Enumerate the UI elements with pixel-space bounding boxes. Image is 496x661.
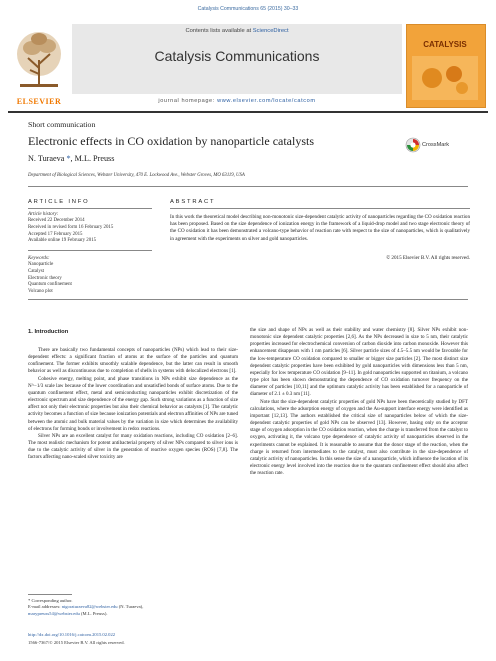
keywords-label: Keywords:	[28, 256, 50, 261]
corresponding-author-note: * Corresponding author.	[28, 598, 73, 603]
body-column-right	[250, 327, 468, 477]
article-type: Short communication	[28, 120, 96, 129]
sciencedirect-link[interactable]: ScienceDirect	[252, 28, 289, 34]
issn-line: 1566-7367/© 2015 Elsevier B.V. All rights reserved.	[28, 640, 125, 645]
body-paragraph: There are basically two fundamental concepts of nanoparticles (NPs) which lead to their size-dependent effects: a significant fraction of atoms at the surface of the particles and quantum confinement. The former exhibits smoothly scalable dependence, but the latter can result in smooth behavior as well as discontinuous due to completion of shells in systems with delocalized electrons [1].	[28, 347, 238, 375]
crossmark-label[interactable]: CrossMark	[422, 142, 450, 148]
email-link-1[interactable]: nigoraturaeva82@webster.edu	[61, 604, 118, 610]
history-item: Received in revised form 16 February 2015	[28, 224, 114, 230]
author-2[interactable]: , M.L. Preuss	[70, 154, 115, 163]
section-heading-introduction: 1. Introduction	[28, 329, 69, 335]
body-paragraph: Silver NPs are an excellent catalyst for many oxidation reactions, including CO oxidation [2–6]. The most realistic mechanism for potent antibacterial property of silver NPs compared to silver ions is due to the catalytic activity of silver in the generation of reactive oxygen species (ROS) [7,8]. The factors affecting nano-scaled silver toxicity are	[28, 432, 238, 461]
author-1[interactable]: N. Turaeva	[28, 154, 65, 163]
header-divider	[8, 111, 488, 113]
publisher-name: ELSEVIER	[16, 97, 62, 106]
abstract-copyright: © 2015 Elsevier B.V. All rights reserved.	[386, 255, 470, 261]
article-info-heading: ARTICLE INFO	[28, 199, 90, 205]
history-item: Received 22 December 2014	[28, 218, 85, 223]
keywords-divider	[28, 250, 152, 251]
history-item: Accepted 17 February 2015	[28, 231, 83, 237]
body-paragraph: Note that the size-dependent catalytic properties of gold NPs have been theoretically studied by DFT calculations, where the adsorption energy of oxygen and the Au-support interface energy were identified as important [12,13]. The authors established the critical size of nanoparticles below of which the size-dependent catalytic properties of gold NPs can be observed [13]. However, basing only on the acceptor stage of oxygen adsorption in the CO oxidation reaction, when the charge is transferred from the catalyst to oxygen, activating it, the volcano type dependence of catalytic activity of nanoparticles observed in the experiments cannot be explained. It is reasonable to assume that the donor stage of the reaction, when the charge is returned from intermediates to the catalyst, must also contribute in the size-dependence of catalytic activity of nanoparticles. In this sense the size of a nanoparticle, which influence the location of its electronic energy level involved into the reaction due to the quantum confinement effect should also affect the reaction rate.	[250, 398, 468, 477]
footnote-divider	[28, 594, 72, 595]
author-list	[28, 154, 114, 163]
footnote	[28, 598, 248, 617]
article-info-divider	[28, 208, 152, 209]
contents-prefix: Contents lists available at	[185, 28, 252, 34]
homepage-prefix: journal homepage:	[158, 98, 215, 104]
body-column-left	[28, 347, 238, 462]
email-prefix: E-mail addresses:	[28, 604, 61, 610]
keyword-item: Catalyst	[28, 268, 45, 274]
abstract-heading: ABSTRACT	[170, 199, 216, 205]
body-paragraph: Cohesive energy, melting point, and phase transitions in NPs exhibit size dependence as the N^−1/3 scale law because of the lower coordination and unsatisfied bonds of surface atoms. Due to the quantum confinement effect, metal and semiconducting nanoparticles exhibit discretization of the electronic spectrum and size dependence of the energy gap. Such strong variations as a function of size affect not only their electronic properties but also their chemical behavior as catalysts [1]. The catalytic activity becomes a function of size because ionization potentials and electron affinities of NPs are tuned between the atomic and bulk material values by the variation in size which determines the availability of electrons for forming bonds or involvement in redox reactions.	[28, 375, 238, 432]
abstract-divider	[170, 208, 470, 209]
cover-title: CATALYSIS	[423, 40, 467, 49]
cover-art-icon	[412, 56, 478, 100]
elsevier-tree-logo-icon	[10, 24, 68, 104]
abstract-bottom-divider	[28, 299, 468, 300]
keyword-item: Nanoparticle	[28, 262, 54, 267]
journal-title: Catalysis Communications	[154, 48, 320, 64]
meta-divider	[28, 186, 468, 187]
keyword-item: Quantum confinement	[28, 282, 72, 288]
keyword-item: Electronic theory	[28, 275, 62, 281]
paper-title: Electronic effects in CO oxidation by nanoparticle catalysts	[28, 134, 315, 148]
history-list	[28, 218, 158, 245]
email-name-1: (N. Turaeva),	[118, 604, 144, 610]
email-line-2	[28, 611, 248, 617]
keyword-item: Volcano plot	[28, 289, 53, 295]
doi-link[interactable]: http://dx.doi.org/10.1016/j.catcom.2015.02.022	[28, 632, 116, 637]
corresponding-star[interactable]: *	[66, 154, 71, 163]
keywords-list	[28, 262, 158, 296]
journal-reference[interactable]: Catalysis Communications 65 (2015) 30–33	[197, 6, 299, 12]
body-paragraph: the size and shape of NPs as well as their stability and water chemistry [8]. Silver NPs exhibit non-monotonic size dependent catalytic properties [2,6]. As the NPs decreased in size to 5 nm, their catalytic properties increased for electrochemical conversion of carbon dioxide into carbon monoxide. However this enhancement disappears with 1 nm particles [6]. Silver particle sizes of 4.5–5.5 nm would be favorable for the low-temperature CO oxidation compared to smaller or bigger size particles [2]. The most distinct size dependent catalytic properties have been exhibited by gold nanoparticles with dimensions less than 5 nm, especially for low temperature CO oxidation [9–11]. In gold nanoparticles supported on titanium, a volcano type plot has been shown demonstrating the dependence of CO oxidation turnover frequency on the diameter of particles [10,11] and the optimum catalytic activity has been established for a nanoparticle of diameter of 2.1 ± 0.3 nm [11].	[250, 327, 468, 398]
affiliation: Department of Biological Sciences, Webster University, 470 E. Lockwood Ave., Webster Groves, MO 63119, USA	[28, 173, 245, 178]
homepage-link[interactable]: www.elsevier.com/locate/catcom	[217, 98, 316, 104]
history-label: Article history:	[28, 212, 59, 217]
contents-line	[72, 28, 402, 34]
history-item: Available online 19 February 2015	[28, 238, 97, 244]
journal-homepage	[72, 98, 402, 104]
crossmark-icon[interactable]	[405, 137, 421, 153]
abstract-text: In this work the theoretical model describing non-monotonic size-dependent catalytic activity of nanoparticles regarding the CO oxidation reaction has been proposed. Based on the size dependence of ionization energy in the framework of a liquid-drop model and two stage electronic theory of the CO oxidation it has been demonstrated a volcano-type behavior of reaction rate with respect to the size of nanoparticles, which is qualitatively in agreement with the experiments on silver and gold nanoparticles.	[170, 214, 470, 242]
email-name-2: (M.L. Preuss).	[80, 610, 108, 616]
email-link-2[interactable]: marypreuss54@webster.edu	[28, 610, 80, 616]
